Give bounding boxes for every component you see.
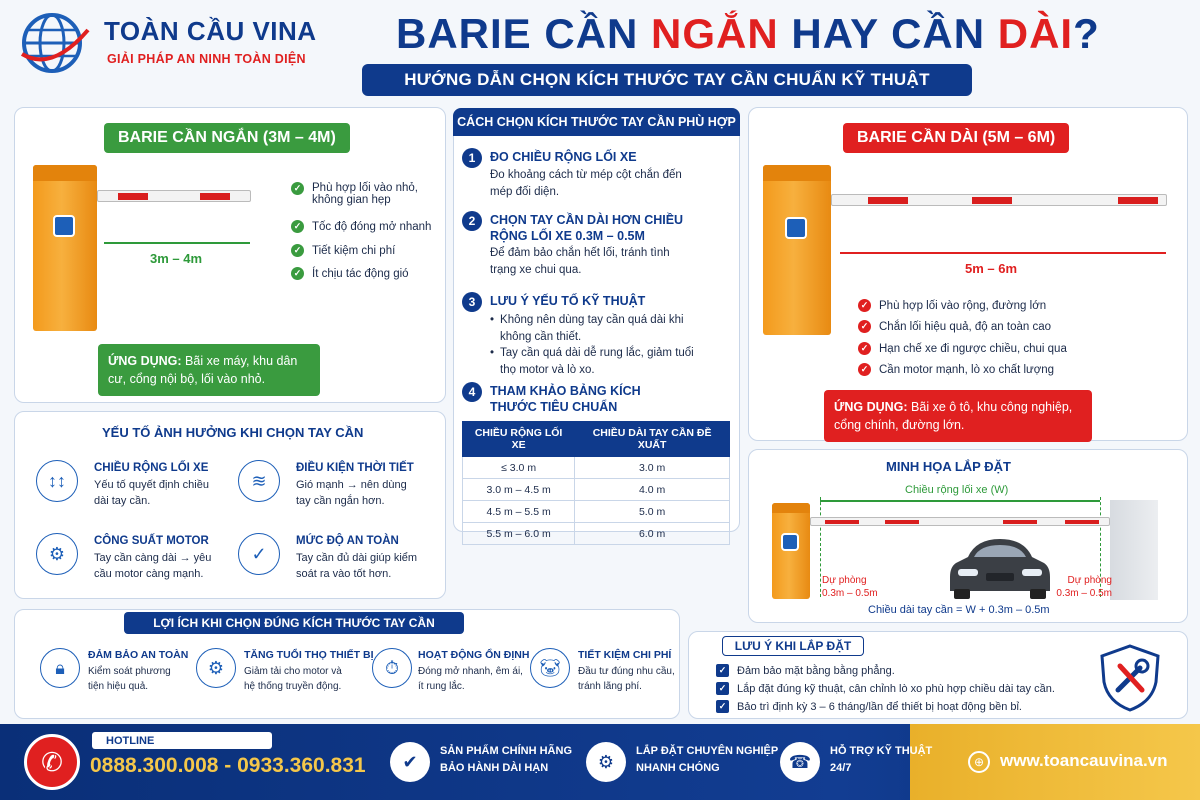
piggy-bank-icon: 🐷︎ <box>530 648 570 688</box>
install-tools-icon: ⚙ <box>586 742 626 782</box>
short-barrier-arm <box>97 190 251 202</box>
install-header: MINH HỌA LẮP ĐẶT <box>886 459 1011 474</box>
short-dimension-label: 3m – 4m <box>150 251 203 266</box>
long-point: ✓ Phù hợp lối vào rộng, đường lớn <box>858 299 1046 312</box>
step-bullet: • Không nên dùng tay cần quá dài khi không cần thiết. <box>490 314 684 343</box>
website-link[interactable]: www.toancauvina.vn <box>1000 751 1168 770</box>
step-number: 2 <box>462 211 482 231</box>
globe-icon: ⊕ <box>968 751 990 773</box>
brand-name: TOÀN CẦU VINA <box>104 16 317 46</box>
benefit-title: TĂNG TUỔI THỌ THIẾT BỊ <box>244 649 374 661</box>
note-item: ✓ Đảm bảo mặt bằng bằng phẳng. <box>716 664 895 677</box>
footer-feature: LẮP ĐẶT CHUYÊN NGHIỆP NHANH CHÓNG <box>636 745 779 774</box>
lock-shield-icon: 🔒︎ <box>40 648 80 688</box>
step-text: Đo khoảng cách từ mép cột chắn đến mép đối diện. <box>490 169 682 198</box>
stable-timer-icon: ⏱ <box>372 648 412 688</box>
long-application-box: ỨNG DỤNG: Bãi xe ô tô, khu công nghiệp, cổng chính, đường lớn. <box>824 390 1092 442</box>
short-point: ✓ Tiết kiệm chi phí <box>291 244 395 257</box>
certified-shield-icon: ✔ <box>390 742 430 782</box>
width-label: Chiều rộng lối xe (W) <box>905 484 1009 496</box>
long-point: ✓ Cần motor mạnh, lò xo chất lượng <box>858 363 1054 376</box>
benefits-header: LỢI ÍCH KHI CHỌN ĐÚNG KÍCH THƯỚC TAY CẦN <box>124 612 464 634</box>
factor-text: Tay cần đủ dài giúp kiểm soát ra vào tốt hơn. <box>296 552 418 580</box>
shield-check-icon: ✓ <box>238 533 280 575</box>
table-header: CHIỀU DÀI TAY CẦN ĐỀ XUẤT <box>575 422 730 457</box>
long-barrier-post <box>763 165 831 335</box>
long-dimension-label: 5m – 6m <box>965 261 1018 276</box>
short-barrier-post <box>33 165 97 331</box>
long-point: ✓ Chắn lối hiệu quả, độ an toàn cao <box>858 320 1051 333</box>
support-agent-icon: ☎ <box>780 742 820 782</box>
benefit-text: Giảm tải cho motor và hệ thống truyền động. <box>244 666 342 692</box>
width-arrows-icon: ↕↕ <box>36 460 78 502</box>
note-item: ✓ Bảo trì định kỳ 3 – 6 tháng/lần để thiết bị hoạt động bền bỉ. <box>716 700 1022 713</box>
step-number: 4 <box>462 382 482 402</box>
short-point: ✓ Phù hợp lối vào nhỏ, không gian hẹp <box>291 182 431 206</box>
howto-header: CÁCH CHỌN KÍCH THƯỚC TAY CẦN PHÙ HỢP <box>453 108 740 136</box>
factor-title: ĐIỀU KIỆN THỜI TIẾT <box>296 462 414 474</box>
step-text: Để đảm bảo chắn hết lối, tránh tình trạng xe chui qua. <box>490 247 670 276</box>
benefit-text: Đầu tư đúng nhu cầu, tránh lãng phí. <box>578 666 675 692</box>
margin-right-label: Dự phòng 0.3m – 0.5m <box>1056 575 1112 599</box>
table-header: CHIỀU RỘNG LỐI XE <box>463 422 575 457</box>
motor-gear-icon: ⚙ <box>36 533 78 575</box>
car-icon <box>948 535 1052 599</box>
benefit-title: ĐẢM BẢO AN TOÀN <box>88 649 189 661</box>
tools-shield-icon <box>1098 644 1162 712</box>
factor-title: MỨC ĐỘ AN TOÀN <box>296 535 399 547</box>
step-title: THAM KHẢO BẢNG KÍCH THƯỚC TIÊU CHUẨN <box>490 384 641 414</box>
hotline-label: HOTLINE <box>92 732 272 749</box>
wind-icon: ≋ <box>238 460 280 502</box>
factor-title: CHIỀU RỘNG LỐI XE <box>94 462 209 474</box>
long-point: ✓ Hạn chế xe đi ngược chiều, chui qua <box>858 342 1067 355</box>
benefit-text: Đóng mở nhanh, êm ái, ít rung lắc. <box>418 666 523 692</box>
step-title: ĐO CHIỀU RỘNG LỐI XE <box>490 150 637 164</box>
footer-feature: HỖ TRỢ KỸ THUẬT 24/7 <box>830 745 933 774</box>
step-title: LƯU Ý YẾU TỐ KỸ THUẬT <box>490 294 646 308</box>
long-barrier-tag: BARIE CẦN DÀI (5M – 6M) <box>843 123 1069 153</box>
table-row: ≤ 3.0 m 3.0 m <box>463 457 730 479</box>
short-barrier-tag: BARIE CẦN NGẮN (3M – 4M) <box>104 123 350 153</box>
length-formula: Chiều dài tay cần = W + 0.3m – 0.5m <box>868 604 1050 616</box>
opposite-wall <box>1110 500 1158 600</box>
gears-icon: ⚙ <box>196 648 236 688</box>
step-bullet: • Tay cần quá dài dễ rung lắc, giảm tuổi thọ motor và lò xo. <box>490 347 694 376</box>
table-row: 5.5 m – 6.0 m 6.0 m <box>463 523 730 545</box>
install-barrier-arm <box>810 517 1110 526</box>
short-point: ✓ Ít chịu tác động gió <box>291 267 409 280</box>
short-dimension-line <box>104 242 250 244</box>
subtitle-banner: HƯỚNG DẪN CHỌN KÍCH THƯỚC TAY CẦN CHUẨN KỸ THUẬT <box>362 64 972 96</box>
factors-header: YẾU TỐ ẢNH HƯỞNG KHI CHỌN TAY CẦN <box>102 425 364 440</box>
brand-tagline: GIẢI PHÁP AN NINH TOÀN DIỆN <box>107 52 306 66</box>
width-line <box>820 500 1100 502</box>
table-row: 4.5 m – 5.5 m 5.0 m <box>463 501 730 523</box>
width-guide <box>820 497 821 597</box>
benefit-title: HOẠT ĐỘNG ỔN ĐỊNH <box>418 649 530 661</box>
benefit-title: TIẾT KIỆM CHI PHÍ <box>578 649 672 661</box>
install-barrier-post <box>772 503 810 599</box>
long-dimension-line <box>840 252 1166 254</box>
factor-title: CÔNG SUẤT MOTOR <box>94 535 209 547</box>
table-row: 3.0 m – 4.5 m 4.0 m <box>463 479 730 501</box>
factor-text: Gió mạnh → nên dùng tay cần ngắn hơn. <box>296 479 407 507</box>
short-application-box: ỨNG DỤNG: Bãi xe máy, khu dân cư, cổng nội bộ, lối vào nhỏ. <box>98 344 320 396</box>
globe-logo-icon <box>18 10 90 76</box>
step-number: 3 <box>462 292 482 312</box>
factor-text: Yếu tố quyết định chiều dài tay cần. <box>94 479 209 507</box>
step-number: 1 <box>462 148 482 168</box>
footer-feature: SẢN PHẨM CHÍNH HÃNG BẢO HÀNH DÀI HẠN <box>440 745 572 774</box>
hotline-number[interactable]: 0888.300.008 - 0933.360.831 <box>90 754 366 777</box>
size-table <box>462 421 730 545</box>
margin-left-label: Dự phòng 0.3m – 0.5m <box>822 575 878 599</box>
benefit-text: Kiểm soát phương tiện hiệu quả. <box>88 666 171 692</box>
note-item: ✓ Lắp đặt đúng kỹ thuật, cân chỉnh lò xo phù hợp chiều dài tay cần. <box>716 682 1055 695</box>
notes-header: LƯU Ý KHI LẮP ĐẶT <box>722 636 864 656</box>
page-title: BARIE CẦN NGẮN HAY CẦN DÀI? <box>396 10 1100 57</box>
factor-text: Tay cần càng dài → yêu cầu motor càng mạnh. <box>94 552 212 580</box>
long-barrier-arm <box>831 194 1167 206</box>
step-title: CHỌN TAY CẦN DÀI HƠN CHIỀU RỘNG LỐI XE 0.3M – 0.5M <box>490 213 684 243</box>
short-point: ✓ Tốc độ đóng mở nhanh <box>291 220 431 233</box>
phone-icon: ✆ <box>24 734 80 790</box>
